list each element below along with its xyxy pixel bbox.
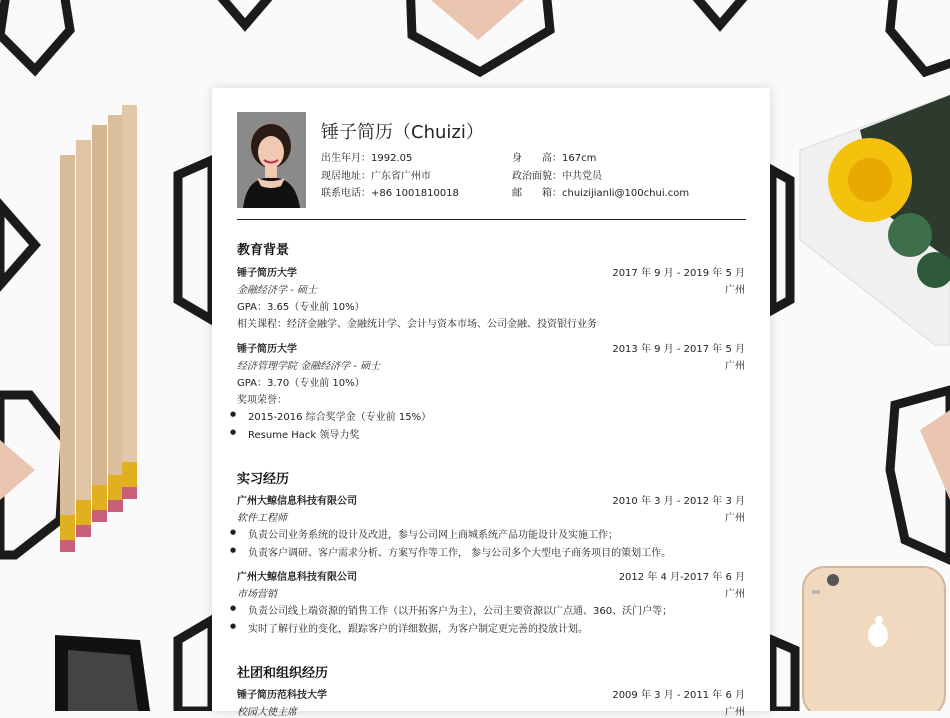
height: 身 高：167cm (512, 153, 597, 164)
list-item: ● Resume Hack 领导力奖 (248, 426, 359, 441)
courses: 相关课程：经济金融学、金融统计学、会计与资本市场、公司金融、投资银行业务 (237, 319, 597, 330)
awards-label: 奖项荣誉： (237, 395, 287, 406)
city: 广州 (725, 589, 745, 600)
job-role: 软件工程师 (237, 513, 287, 524)
list-item: ● 2015-2016 综合奖学金（专业前 15%） (248, 408, 431, 423)
job-role: 市场营销 (237, 589, 277, 600)
club-row (237, 703, 745, 717)
profile-photo (237, 112, 306, 208)
date-range: 2012 年 4 月-2017 年 6 月 (618, 572, 745, 583)
hexagon-shape (215, 0, 275, 25)
email: 邮 箱：chuizijianli@100chui.com (512, 188, 690, 199)
city: 广州 (725, 707, 745, 718)
education-row (237, 281, 745, 295)
hexagon-shape (890, 0, 950, 72)
section-title-internship: 实习经历 (237, 472, 290, 487)
political-status: 政治面貌：中共党员 (512, 171, 602, 182)
education-row (237, 357, 745, 371)
hexagon-shape (772, 170, 790, 310)
major: 金融经济学 - 硕士 (237, 285, 317, 296)
education-row (237, 340, 745, 354)
header-divider (237, 219, 746, 220)
experience-row (237, 568, 745, 582)
education-row (237, 374, 745, 388)
education-row (237, 315, 745, 329)
city: 广州 (725, 361, 745, 372)
phone-decoration (803, 567, 945, 711)
section-title-clubs: 社团和组织经历 (237, 666, 329, 681)
major: 经济管理学院 金融经济学 - 硕士 (237, 361, 381, 372)
peach-triangle (920, 410, 950, 500)
education-row (237, 264, 745, 278)
list-item: ● 实时了解行业的变化，跟踪客户的详细数据，为客户制定更完善的投放计划。 (248, 620, 588, 635)
sunglasses-decoration (55, 635, 150, 711)
resume-page (212, 88, 770, 718)
hexagon-shape (178, 160, 212, 320)
list-item: ● 负责公司业务系统的设计及改进，参与公司网上商城系统产品功能设计及实施工作； (248, 526, 618, 541)
date-range: 2010 年 3 月 - 2012 年 3 月 (612, 496, 745, 507)
organization-name: 锤子简历范科技大学 (237, 690, 327, 701)
school-name: 锤子简历大学 (237, 344, 297, 355)
hexagon-shape (772, 640, 795, 711)
gpa: GPA：3.65（专业前 10%） (237, 302, 365, 313)
gpa: GPA：3.70（专业前 10%） (237, 378, 365, 389)
club-role: 校园大使主席 (237, 707, 297, 718)
hexagon-shape (0, 0, 70, 70)
date-range: 2009 年 3 月 - 2011 年 6 月 (612, 690, 745, 701)
plant-decoration (800, 95, 950, 345)
club-row (237, 686, 745, 700)
hexagon-shape (178, 620, 212, 711)
candidate-name: 锤子简历（Chuizi） (321, 122, 484, 143)
experience-row (237, 492, 745, 506)
peach-triangle (425, 0, 530, 40)
company-name: 广州大鲸信息科技有限公司 (237, 496, 357, 507)
section-title-education: 教育背景 (237, 243, 290, 258)
hexagon-shape (0, 205, 35, 285)
phone: 联系电话：+86 1001810018 (321, 188, 459, 199)
city: 广州 (725, 285, 745, 296)
city: 广州 (725, 513, 745, 524)
date-range: 2013 年 9 月 - 2017 年 5 月 (612, 344, 745, 355)
experience-row (237, 509, 745, 523)
list-item: ● 负责客户调研、客户需求分析、方案写作等工作， 参与公司多个大型电子商务项目的策划工作。 (248, 544, 671, 559)
experience-row (237, 585, 745, 599)
pencils-decoration (60, 105, 137, 552)
list-item: ● 负责公司线上端资源的销售工作（以开拓客户为主），公司主要资源以广点通、360、沃门户等； (248, 602, 672, 617)
company-name: 广州大鲸信息科技有限公司 (237, 572, 357, 583)
hexagon-shape (690, 0, 750, 25)
date-range: 2017 年 9 月 - 2019 年 5 月 (612, 268, 745, 279)
birth-date: 出生年月：1992.05 (321, 153, 413, 164)
education-row (237, 391, 745, 405)
education-row (237, 298, 745, 312)
address: 现居地址：广东省广州市 (321, 171, 431, 182)
school-name: 锤子简历大学 (237, 268, 297, 279)
peach-triangle (0, 440, 35, 500)
